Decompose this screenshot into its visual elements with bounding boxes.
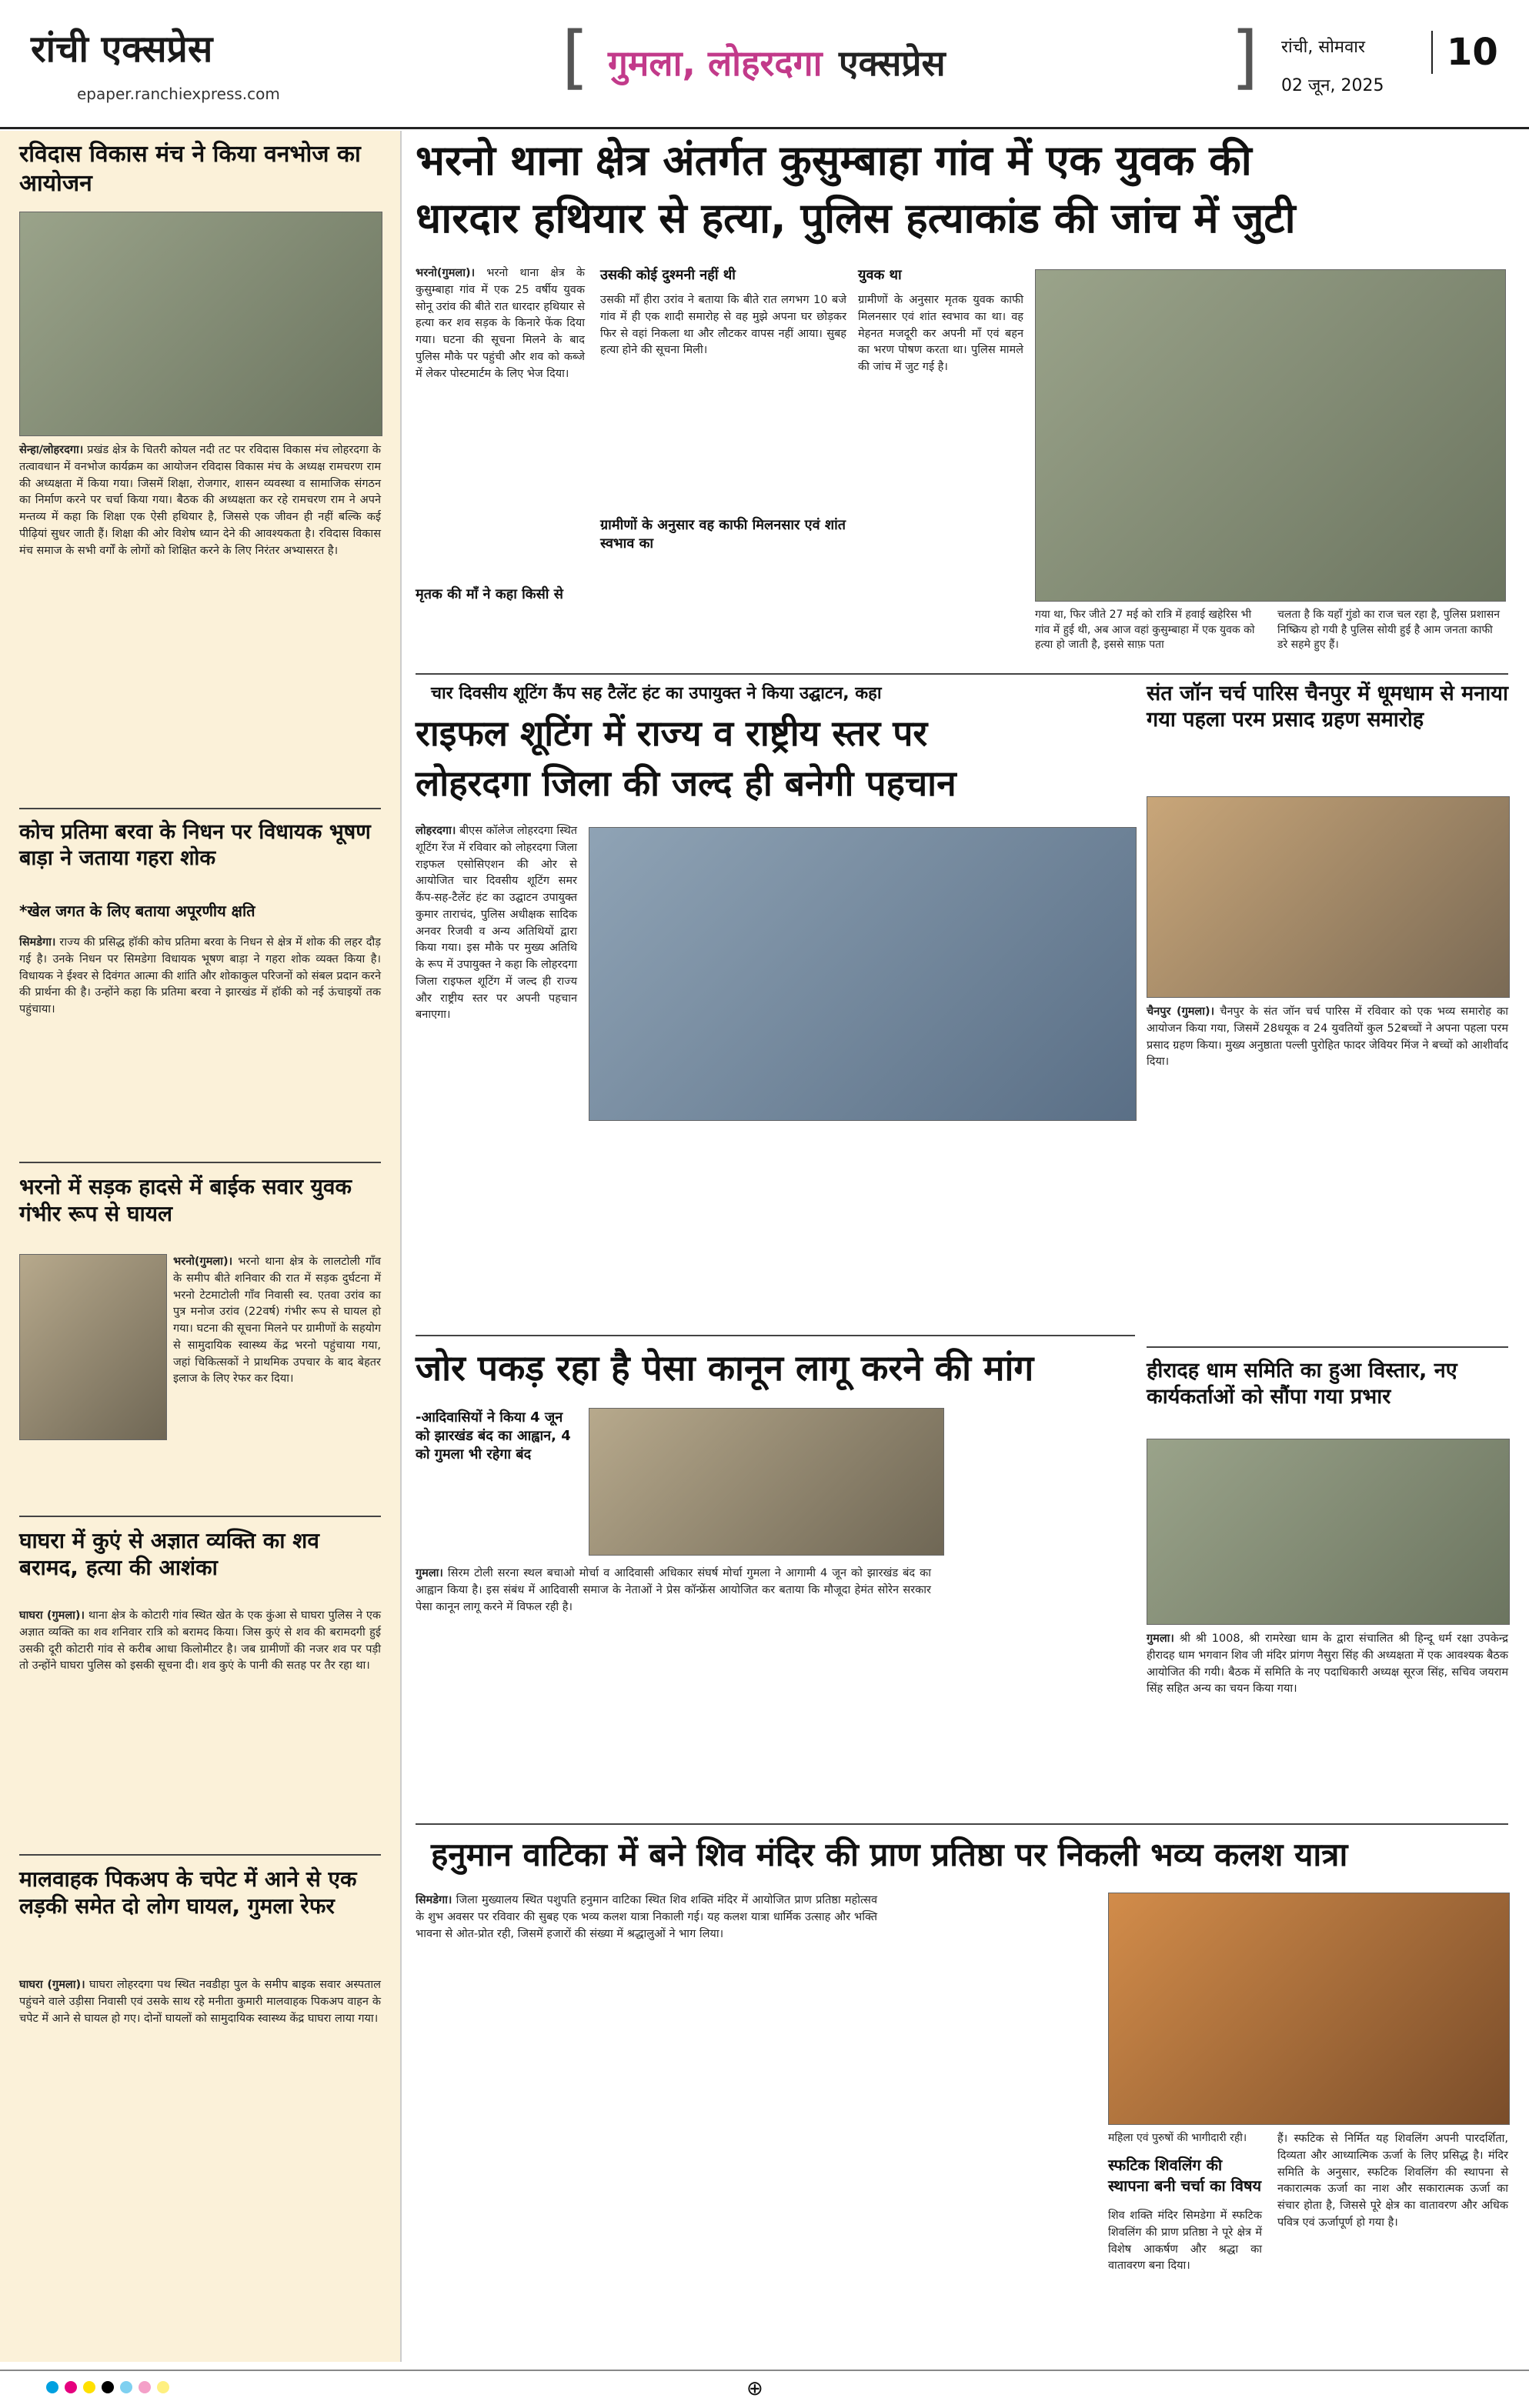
divider [19, 808, 381, 809]
story1-text: प्रखंड क्षेत्र के चितरी कोयल नदी तट पर रविदास विकास मंच लोहरदगा के तत्वावधान में वनभोज कार्यक्रम का आयोजन रविदास विकास मंच के अध्यक्ष रामचरण राम की अध्यक्षता में किया गया। जिसमें शिक्षा, रोजगार, शासन व्यवस्था व सामाजिक संगठन का निर्माण करने पर चर्चा किया गया। बैठक की अध्यक्षता कर रहे रामचरण राम ने अपने मन्तव्य में कहा कि शिक्षा एक ऐसी हथियार है, जिससे एक जीवन ही नहीं बल्कि कई पीढ़ियां सुधर जाती हैं। शिक्षा की ओर विशेष ध्यान देने की आवश्यकता है। रविदास विकास मंच समाज के सभी वर्गों के लोगों को शिक्षित करने के लिए निरंतर अभ्यासरत है। [19, 444, 381, 557]
hanuman-photo-caption: महिला एवं पुरुषों की भागीदारी रही। [1108, 2132, 1247, 2144]
lead-col3-text: ग्रामीणों के अनुसार मृतक युवक काफी मिलनसार एवं शांत स्वभाव का था। वह मेहनत मजदूरी कर अपनी माँ एवं बहन का भरण पोषण करता था। पुलिस मामले की जांच में जुट गई है। [858, 294, 1023, 373]
hiradah-text: श्री श्री 1008, श्री रामरेखा धाम के द्वारा संचालित श्री हिन्दू धर्म रक्षा उपकेन्द्र हीरादह धाम भगवान शिव जी मंदिर प्रांगण नैसुरा सिंह की अध्यक्षता में एक आवश्यक बैठक आयोजित की गयी। बैठक में समिति के नए पदाधिकारी अध्यक्ष सूरज सिंह, सचिव जयराम सिंह सहित अन्य का चयन किया गया। [1147, 1633, 1508, 1696]
tribal-body [416, 1566, 931, 1616]
hanuman-side-head: स्फटिक शिवलिंग की स्थापना बनी चर्चा का विषय [1108, 2156, 1262, 2195]
shooting-body [416, 823, 577, 1024]
hanuman-photo [1108, 1893, 1510, 2125]
story5-text: घाघरा लोहरदगा पथ स्थित नवडीहा पुल के समीप बाइक सवार अस्पताल पहुंचने वाले उड़ीसा निवासी एवं उसके साथ रहे मनीता कुमारी मालवाहक पिकअप वाहन के चपेट में आने से घायल हो गए। दोनों घायलों को सामुदायिक स्वास्थ्य केंद्र घाघरा लाया गया। [19, 1979, 381, 2025]
hanuman-right-body: हैं। स्फटिक से निर्मित यह शिवलिंग अपनी पारदर्शिता, दिव्यता और आध्यात्मिक ऊर्जा के लिए प्रसिद्ध है। मंदिर समिति के अनुसार, स्फटिक शिवलिंग की स्थापना से नकारात्मक ऊर्जा का नाश और सकारात्मक ऊर्जा का संचार होता है, जिससे पूरे क्षेत्र का वातावरण और अधिक पवित्र एवं ऊर्जापूर्ण हो गया है। [1277, 2133, 1508, 2229]
story4-text: थाना क्षेत्र के कोटारी गांव स्थित खेत के एक कुंआ से घाघरा पुलिस ने एक अज्ञात व्यक्ति का शव शनिवार रात्रि को बरामद किया। जिस कुएं से शव की बरामदगी हुई उसकी दूरी कोटारी गांव से करीब आधा किलोमीटर है। जब ग्रामीणों की नजर शव पर पड़ी तो उन्होंने घाघरा पुलिस को इसकी सूचना दी। शव कुएं के पानी की सतह पर तैर रहा था। [19, 1609, 381, 1673]
story3-headline[interactable]: भरनो में सड़क हादसे में बाईक सवार युवक गंभीर रूप से घायल [19, 1174, 352, 1226]
masthead [0, 0, 1529, 129]
shooting-text: बीएस कॉलेज लोहरदगा स्थित शूटिंग रेंज में रविवार को लोहरदगा जिला राइफल एसोसिएशन की ओर से आयोजित चार दिवसीय शूटिंग समर कैंप-सह-टैलेंट हंट का उद्घाटन उपायुक्त कुमार ताराचंद, पुलिस अधीक्षक सादिक अनवर रिजवी व अन्य अतिथियों द्वारा किया गया। इस मौके पर मुख्य अतिथि के रूप में उपायुक्त ने कहा कि लोहरदगा जिला राइफल शूटिंग में जल्द ही राज्य और राष्ट्रीय स्तर पर अपनी पहचान बनाएगा। [416, 825, 578, 1022]
lead-col1-text: भरनो थाना क्षेत्र के कुसुम्बाहा गांव में एक 25 वर्षीय युवक सोनू उरांव की बीते रात धारदार हथियार से हत्या कर शव सड़क के किनारे फेंक दिया गया। घटना की सूचना मिलने के बाद पुलिस मौके पर पहुंची और शव को कब्जे में लेकर पोस्टमार्टम के लिए भेज दिया। [416, 267, 585, 380]
divider [19, 1516, 381, 1517]
story1-dateline: सेन्हा/लोहरदगा। [19, 444, 84, 456]
lead-col2-text: उसकी माँ हीरा उरांव ने बताया कि बीते रात लगभग 10 बजे गांव में ही एक शादी समारोह से वह मुझे अपना घर छोड़कर फिर से वहां निकला था और लौटकर वापस नहीं आया। सुबह हत्या होने की सूचना मिली। [600, 294, 846, 357]
story1-photo [19, 212, 382, 436]
hanuman-text: जिला मुख्यालय स्थित पशुपति हनुमान वाटिका स्थित शिव शक्ति मंदिर में आयोजित प्राण प्रतिष्ठा महोत्सव के शुभ अवसर पर रविवार की सुबह एक भव्य कलश यात्रा निकाली गई। यह कलश यात्रा धार्मिक उत्साह और भक्ति भावना से ओत-प्रोत रही, जिसमें हजारों की संख्या में श्रद्धालुओं ने भाग लिया। [416, 1894, 878, 1940]
tribal-dateline: गुमला। [416, 1567, 443, 1579]
lead-subhead-right: युवक था [858, 267, 902, 283]
church-dateline: चैनपुर (गुमला)। [1147, 1006, 1215, 1018]
edition-name: गुमला, लोहरदगा [608, 42, 823, 84]
lead-col1 [416, 265, 585, 382]
newspaper-logo[interactable]: रांची एक्सप्रेस [31, 28, 213, 71]
story2-headline[interactable]: कोच प्रतिमा बरवा के निधन पर विधायक भूषण बाड़ा ने जताया गहरा शोक [19, 820, 371, 870]
story3-text: भरनो थाना क्षेत्र के लालटोली गाँव के समीप बीते शनिवार की रात में सड़क दुर्घटना में भरनो टेटमाटोली गाँव निवासी स्व. एतवा उरांव का पुत्र मनोज उरांव (22वर्ष) गंभीर रूप से घायल हो गया। घटना की सूचना मिलने पर ग्रामीणों के सहयोग से सामुदायिक स्वास्थ्य केंद्र भरनो पहुंचाया गया, जहां चिकित्सकों ने प्राथमिक उपचार के बाद बेहतर इलाज के लिए रेफर कर दिया। [173, 1256, 381, 1386]
shooting-dateline: लोहरदगा। [416, 825, 456, 837]
divider [19, 1162, 381, 1163]
church-text: चैनपुर के संत जॉन चर्च पारिस में रविवार को एक भव्य समारोह का आयोजन किया गया, जिसमें 28धयूक व 24 युवतियों कुल 52बच्चों ने अपना पहला परम प्रसाद ग्रहण किया। मुख्य अनुष्ठाता पल्ली पुरोहित फादर जेवियर मिंज ने बच्चों को आशीर्वाद दिया। [1147, 1006, 1509, 1069]
story4-body [19, 1608, 381, 1675]
story4-dateline: घाघरा (गुमला)। [19, 1609, 85, 1622]
story5-dateline: घाघरा (गुमला)। [19, 1979, 85, 1991]
lead-photo [1035, 269, 1506, 602]
tribal-photo [589, 1408, 944, 1556]
tribal-subhead: -आदिवासियों ने किया 4 जून को झारखंड बंद का आह्वान, 4 को गुमला भी रहेगा बंद [416, 1409, 571, 1462]
lead-subhead-mid: उसकी कोई दुश्मनी नहीं थी [600, 267, 736, 283]
edition-bracket-left: [ [562, 17, 589, 98]
divider [416, 1335, 1135, 1336]
shooting-kicker: चार दिवसीय शूटिंग कैंप सह टैलेंट हंट का उपायुक्त ने किया उद्घाटन, कहा [431, 684, 882, 703]
shooting-headline-line1[interactable]: राइफल शूटिंग में राज्य व राष्ट्रीय स्तर पर [416, 712, 928, 754]
story3-photo [19, 1254, 167, 1440]
story4-headline[interactable]: घाघरा में कुएं से अज्ञात व्यक्ति का शव बरामद, हत्या की आशंका [19, 1528, 319, 1580]
edition-suffix: एक्सप्रेस [839, 42, 946, 84]
lead-dateline: भरनो(गुमला)। [416, 267, 476, 279]
divider [1147, 1346, 1508, 1348]
divider [19, 1854, 381, 1856]
story5-headline[interactable]: मालवाहक पिकअप के चपेट में आने से एक लड़की समेत दो लोग घायल, गुमला रेफर [19, 1866, 357, 1919]
divider [416, 673, 1508, 675]
hanuman-headline[interactable]: हनुमान वाटिका में बने शिव मंदिर की प्राण प्रतिष्ठा पर निकली भव्य कलश यात्रा [431, 1836, 1348, 1873]
church-body [1147, 1004, 1508, 1071]
hanuman-dateline: सिमडेगा। [416, 1894, 452, 1906]
shooting-headline-line2[interactable]: लोहरदगा जिला की जल्द ही बनेगी पहचान [416, 762, 956, 804]
epaper-url[interactable]: epaper.ranchiexpress.com [77, 85, 280, 103]
edition-bracket-right: ] [1231, 17, 1259, 98]
tribal-text: सिरम टोली सरना स्थल बचाओ मोर्चा व आदिवासी अधिकार संघर्ष मोर्चा गुमला ने आगामी 4 जून को झारखंड बंद का आह्वान किया है। इस संबंध में आदिवासी समाज के नेताओं ने प्रेस कॉन्फ्रेंस आयोजित कर बताया कि मौजूदा हेमंत सोरेन सरकार पेसा कानून लागू करने में विफल रही है। [416, 1567, 932, 1613]
left-column [0, 131, 402, 2362]
hiradah-body [1147, 1631, 1508, 1698]
hanuman-body [416, 1893, 877, 1943]
divider [416, 1823, 1508, 1825]
church-headline[interactable]: संत जॉन चर्च पारिस चैनपुर में धूमधाम से मनाया गया पहला परम प्रसाद ग्रहण समारोह [1147, 682, 1508, 732]
story3-dateline: भरनो(गुमला)। [173, 1256, 233, 1268]
lead-photo-caption-right: चलता है कि यहाँ गुंडो का राज चल रहा है, पुलिस प्रशासन निष्क्रिय हो गयी है पुलिस सोयी हुई है आम जनता काफी डरे सहमे हुए हैं। [1277, 609, 1500, 652]
issue-date: 02 जून, 2025 [1281, 76, 1384, 95]
hiradah-photo [1147, 1439, 1510, 1625]
story3-body [173, 1254, 381, 1388]
crosshair-icon: ⊕ [746, 2377, 763, 2400]
story1-headline[interactable]: रविदास विकास मंच ने किया वनभोज का आयोजन [19, 141, 361, 197]
page-number: 10 [1431, 31, 1498, 74]
tribal-headline[interactable]: जोर पकड़ रहा है पेसा कानून लागू करने की मांग [416, 1347, 1034, 1389]
shooting-photo [589, 827, 1137, 1121]
hanuman-side-body: शिव शक्ति मंदिर सिमडेगा में स्फटिक शिवलिंग की प्राण प्रतिष्ठा ने पूरे क्षेत्र में विशेष आकर्षण और श्रद्धा का वातावरण बना दिया। [1108, 2210, 1262, 2273]
story2-body [19, 935, 381, 1019]
lead-subhead-left: मृतक की माँ ने कहा किसी से [416, 586, 563, 602]
hiradah-headline[interactable]: हीरादह धाम समिति का हुआ विस्तार, नए कार्यकर्ताओं को सौंपा गया प्रभार [1147, 1359, 1457, 1409]
church-photo [1147, 796, 1510, 998]
story2-text: राज्य की प्रसिद्ध हॉकी कोच प्रतिमा बरवा के निधन से क्षेत्र में शोक की लहर दौड़ गई है। उनके निधन पर सिमडेगा विधायक भूषण बाड़ा ने गहरा शोक व्यक्त किया है। विधायक ने ईश्वर से दिवंगत आत्मा की शांति और शोकाकुल परिजनों को संबल प्रदान करने की प्रार्थना की है। उन्होंने कहा कि प्रतिमा बरवा ने झारखंड में हॉकी को नई ऊंचाइयों तक पहुंचाया। [19, 936, 382, 1016]
lead-photo-caption-left: गया था, फिर जीते 27 मई को रात्रि में हवाई खहेरिस भी गांव में हुई थी, अब आज वहां कुसुम्बाहा में एक युवक को हत्या हो जाती है, इससे साफ़ पता [1035, 609, 1255, 652]
story2-dateline: सिमडेगा। [19, 936, 56, 949]
story2-subhead: *खेल जगत के लिए बताया अपूरणीय क्षति [19, 902, 255, 920]
hiradah-dateline: गुमला। [1147, 1633, 1174, 1645]
footer-rule [0, 2370, 1529, 2371]
city-day: रांची, सोमवार [1281, 38, 1366, 57]
story1-body [19, 442, 381, 559]
lead-subhead-mid2: ग्रामीणों के अनुसार वह काफी मिलनसार एवं शांत स्वभाव का [600, 517, 846, 552]
lead-headline-line1[interactable]: भरनो थाना क्षेत्र अंतर्गत कुसुम्बाहा गांव में एक युवक की [416, 136, 1252, 185]
story5-body [19, 1977, 381, 2027]
lead-headline-line2[interactable]: धारदार हथियार से हत्या, पुलिस हत्याकांड की जांच में जुटी [416, 194, 1296, 242]
